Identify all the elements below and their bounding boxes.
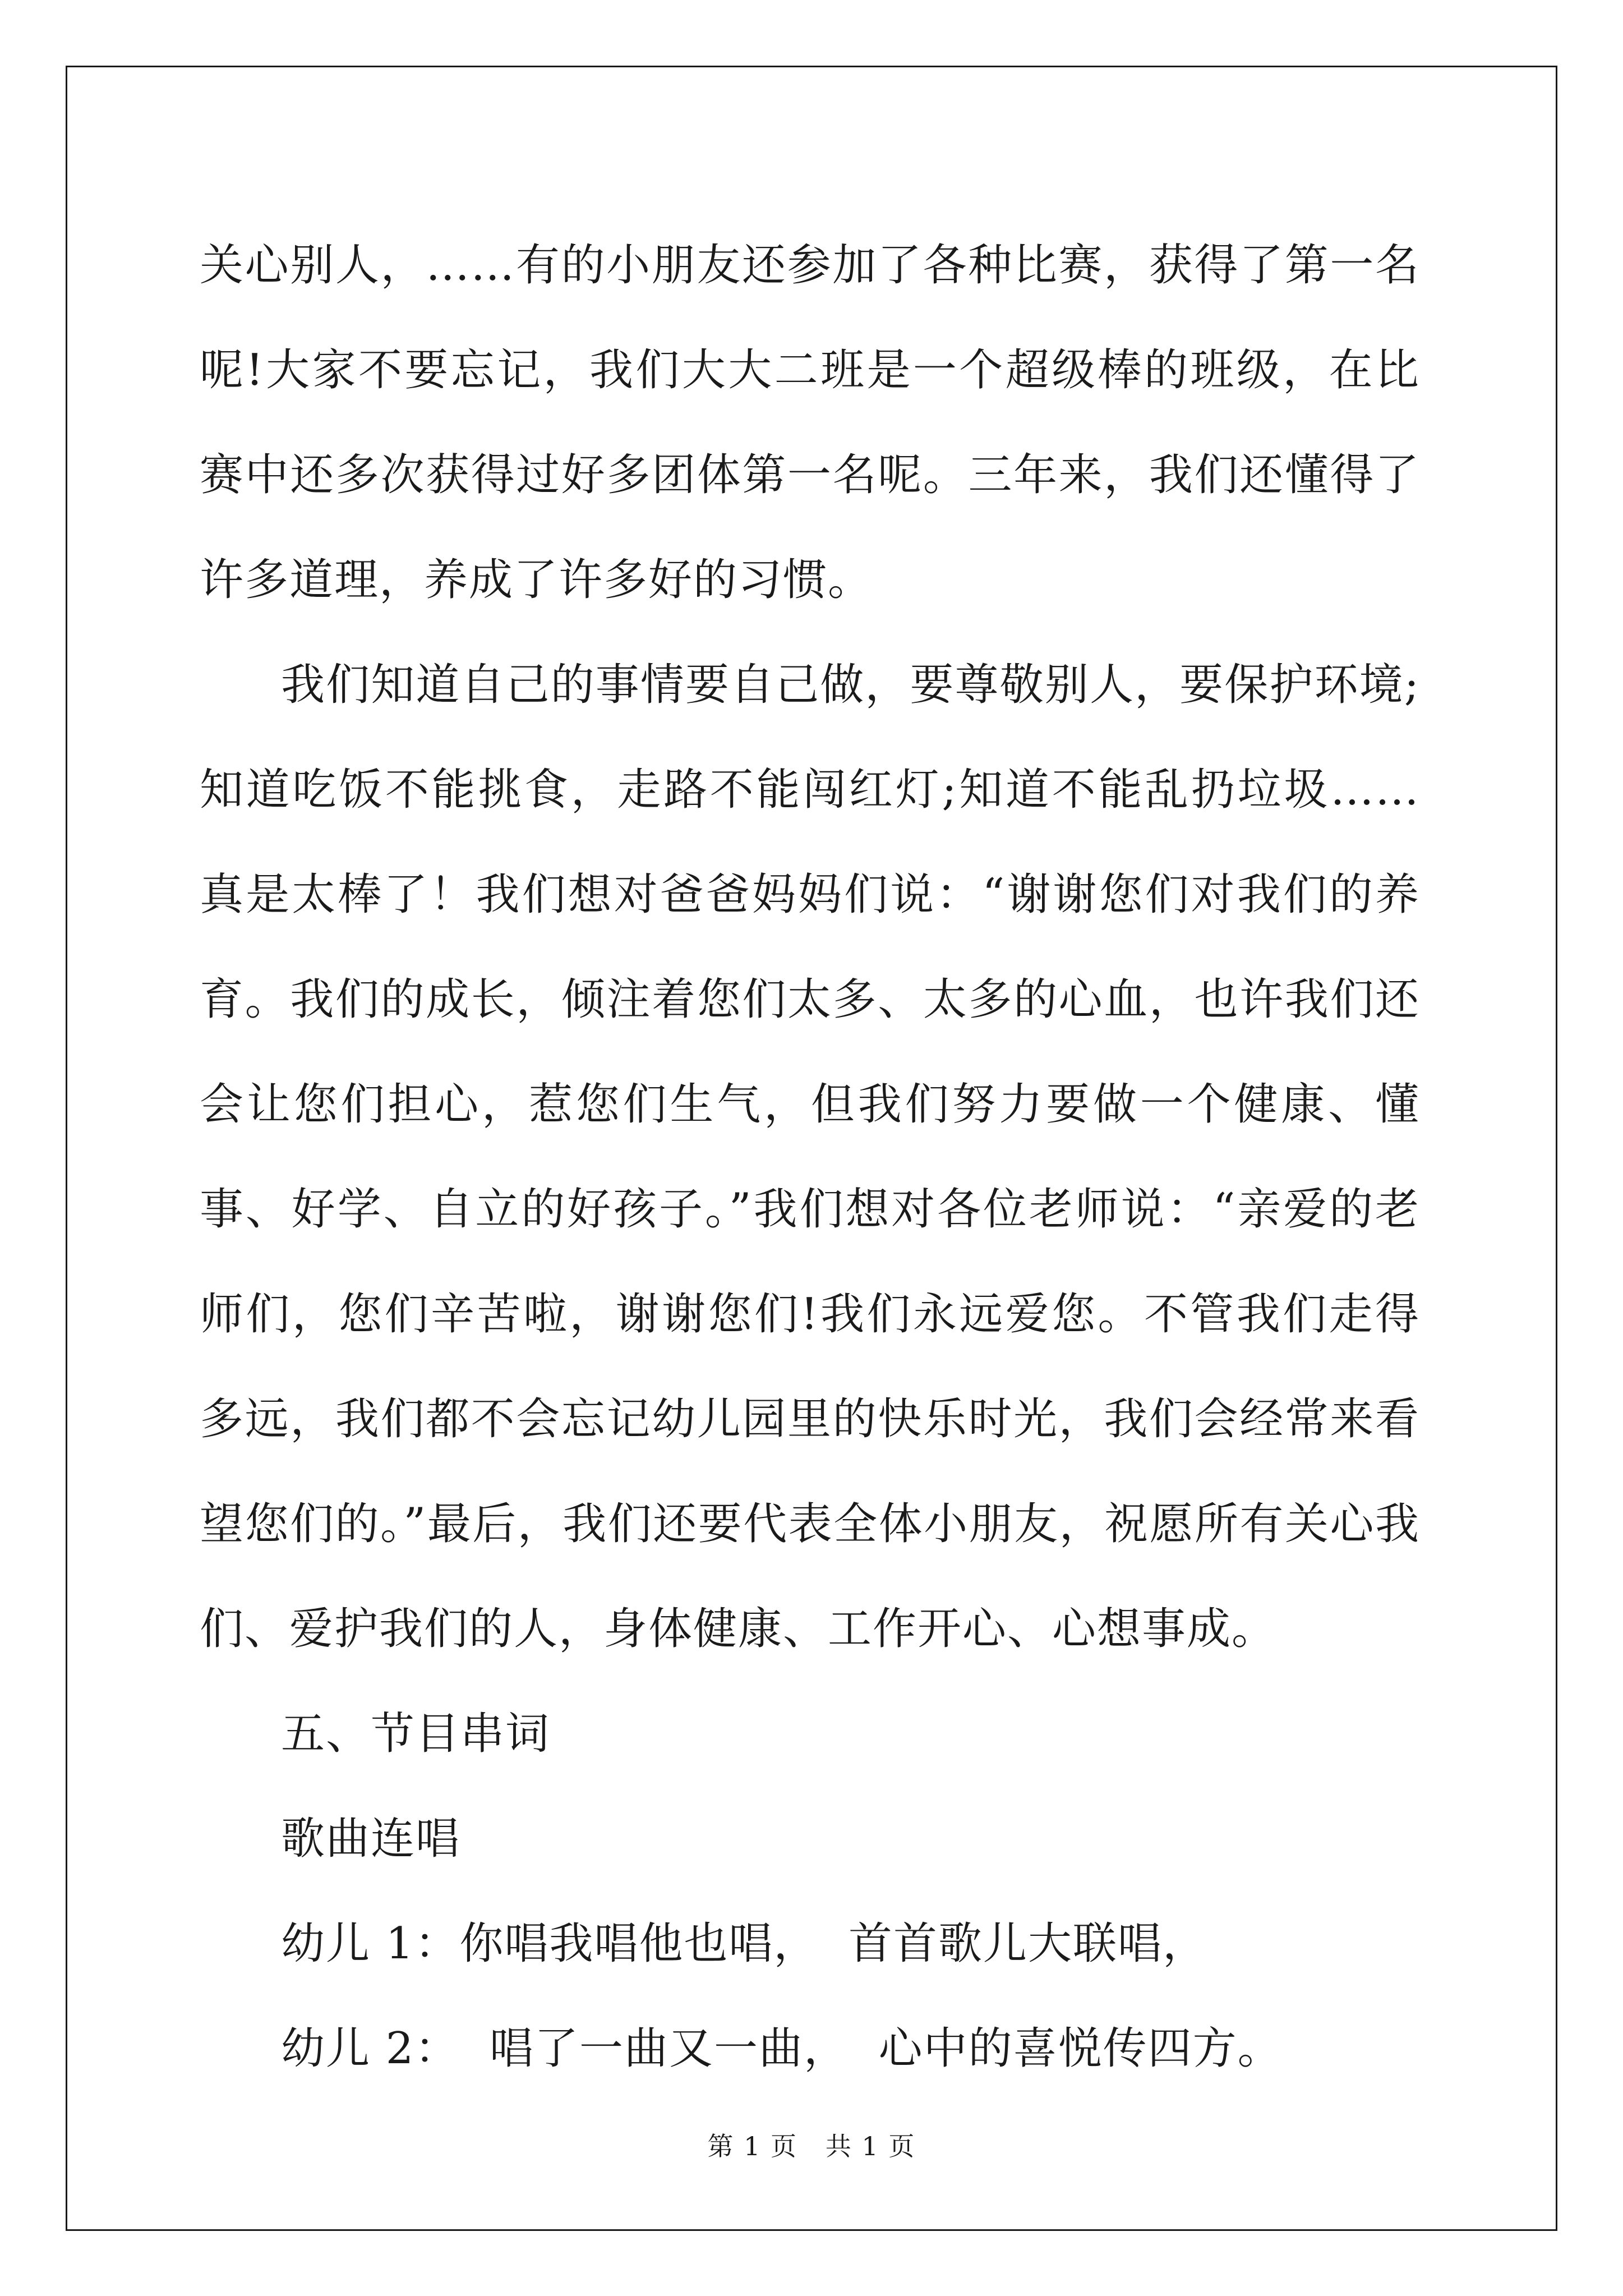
dialogue-line-2: 幼儿 2： 唱了一曲又一曲， 心中的喜悦传四方。: [281, 2023, 1283, 2074]
dialogue-line-1: 幼儿 1：你唱我唱他也唱， 首首歌儿大联唱，: [281, 1918, 1208, 1969]
section-heading: 五、节目串词: [281, 1709, 551, 1759]
document-body: [200, 213, 1420, 2101]
paragraph-thanks: 我们知道自己的事情要自己做，要尊敬别人，要保护环境;知道吃饭不能挑食，走路不能闯红灯;知道不能乱扔垃圾……真是太棒了！我们想对爸爸妈妈们说：“谢谢您们对我们的养育。我们的成长，倾注着您们太多、太多的心血，也许我们还会让您们担心，惹您们生气，但我们努力要做一个健康、懂事、好学、自立的好孩子。”我们想对各位老师说：“亲爱的老师们，您们辛苦啦，谢谢您们!我们永远爱您。不管我们走得多远，我们都不会忘记幼儿园里的快乐时光，我们会经常来看望您们的。”最后，我们还要代表全体小朋友，祝愿所有关心我们、爱护我们的人，身体健康、工作开心、心想事成。: [200, 660, 1420, 1654]
program-title: 歌曲连唱: [281, 1814, 461, 1864]
paragraph-continuation: 关心别人，……有的小朋友还参加了各种比赛，获得了第一名呢!大家不要忘记，我们大大二班是一个超级棒的班级，在比赛中还多次获得过好多团体第一名呢。三年来，我们还懂得了许多道理，养成了许多好的习惯。: [200, 240, 1420, 605]
page-footer: 第 1 页 共 1 页: [707, 2131, 916, 2161]
